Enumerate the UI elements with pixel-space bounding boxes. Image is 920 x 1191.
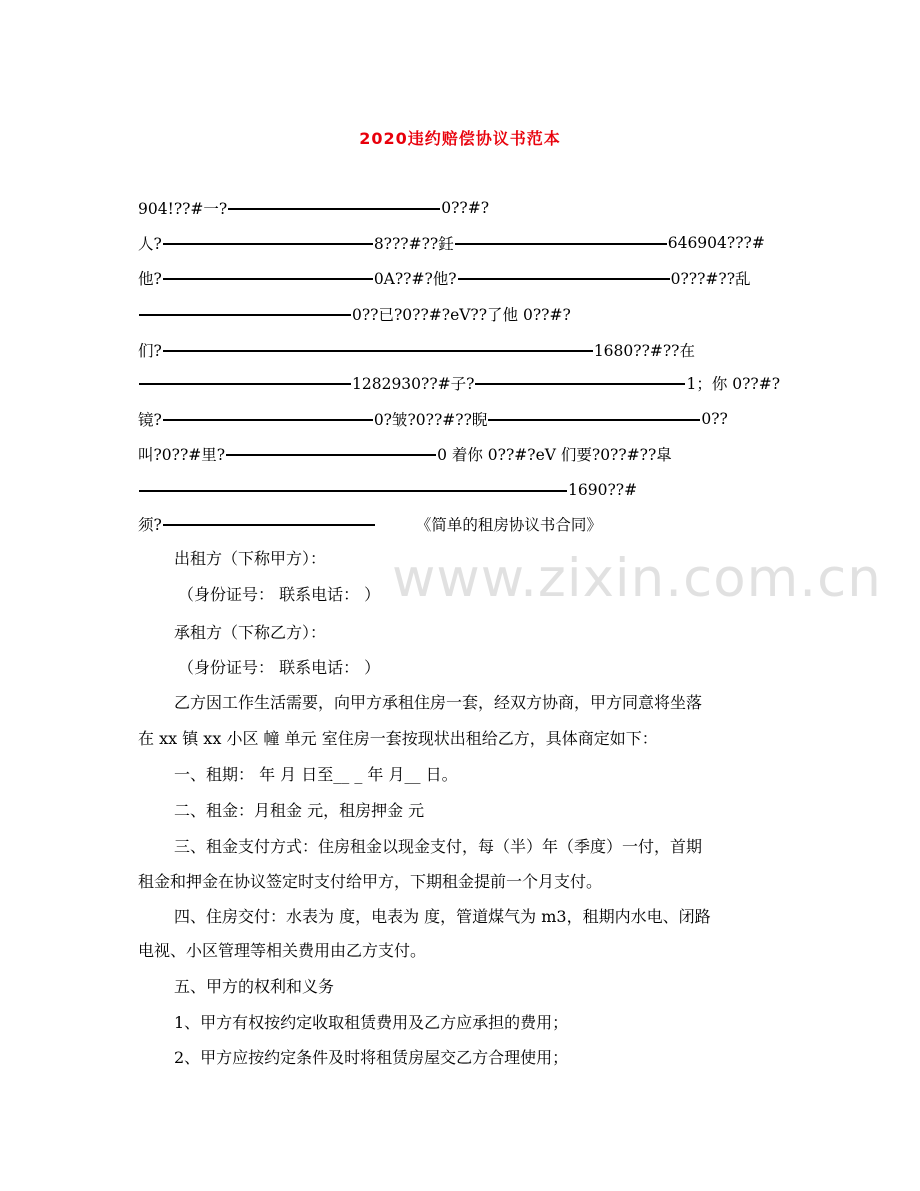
fill-rule [163, 278, 373, 280]
clause-payment-2: 租金和押金在协议签定时支付给甲方，下期租金提前一个月支付。 [138, 872, 603, 891]
garbled-text: 人? [138, 235, 162, 253]
garbled-text: 904!??#一? [138, 200, 228, 218]
garbled-text: 镜? [138, 411, 162, 429]
garbled-text: 们? [138, 342, 162, 360]
fill-rule [139, 314, 351, 316]
garbled-text: 叫?0??#里? [138, 446, 226, 464]
clause-rights-heading: 五、甲方的权利和义务 [174, 977, 335, 996]
garbled-text: 646904???# [667, 234, 765, 252]
lessee-line: 承租方（下称乙方）： [174, 623, 327, 642]
clause-delivery-2: 电视、小区管理等相关费用由乙方支付。 [138, 941, 427, 960]
fill-rule [226, 454, 436, 456]
fill-rule [163, 419, 373, 421]
garbled-text: 0 着你 0??#?eV 们要?0??#??皐 [437, 446, 672, 464]
garbled-text: 0??#? [441, 199, 490, 217]
garbled-line-10 [138, 512, 602, 536]
garbled-line-5 [138, 338, 695, 362]
garbled-text: 1690??# [568, 481, 638, 499]
fill-rule [228, 208, 440, 210]
fill-rule [139, 490, 567, 492]
fill-rule [163, 524, 375, 526]
garbled-text: 0A??#?他? [373, 270, 457, 288]
garbled-text: 0???#??乱 [670, 270, 751, 288]
subtitle: 《简单的租房协议书合同》 [415, 516, 602, 534]
clause-right-2: 2、甲方应按约定条件及时将租赁房屋交乙方合理使用； [174, 1048, 569, 1067]
garbled-text: 8???#??鈓 [373, 235, 454, 253]
fill-rule [458, 278, 670, 280]
lessor-id-line: （身份证号： 联系电话： ） [178, 585, 381, 604]
clause-term: 一、租期： 年 月 日至__ _ 年 月__ 日。 [174, 765, 458, 784]
fill-rule [488, 419, 700, 421]
garbled-text: 1；你 0??#? [686, 375, 781, 393]
garbled-line-6 [138, 371, 780, 395]
garbled-text: 1680??#??在 [593, 342, 695, 360]
garbled-text: 1282930??#子? [352, 375, 475, 393]
garbled-text: 须? [138, 516, 162, 534]
garbled-line-7 [138, 407, 728, 431]
garbled-line-2 [138, 231, 765, 255]
watermark: www.zixin.com.cn [392, 548, 882, 609]
lessor-line: 出租方（下称甲方）： [174, 549, 327, 568]
garbled-line-3 [138, 266, 751, 290]
fill-rule [139, 383, 351, 385]
garbled-text: 0?? [701, 410, 728, 428]
intro-line-1: 乙方因工作生活需要，向甲方承租住房一套，经双方协商，甲方同意将坐落 [174, 693, 703, 712]
lessee-id-line: （身份证号： 联系电话： ） [178, 658, 381, 677]
clause-payment-1: 三、租金支付方式：住房租金以现金支付，每（半）年（季度）一付，首期 [174, 837, 703, 856]
garbled-line-1 [138, 196, 489, 220]
garbled-line-9 [138, 478, 637, 502]
garbled-text: 0??已?0??#?eV??了他 0??#? [352, 306, 571, 324]
fill-rule [475, 383, 685, 385]
intro-line-2: 在 xx 镇 xx 小区 幢 单元 室住房一套按现状出租给乙方，具体商定如下： [138, 729, 658, 748]
garbled-text: 0?皱?0??#??睨 [373, 411, 488, 429]
fill-rule [163, 243, 373, 245]
fill-rule [163, 350, 593, 352]
fill-rule [455, 243, 667, 245]
clause-delivery-1: 四、住房交付：水表为 度，电表为 度，管道煤气为 m3，租期内水电、闭路 [174, 907, 711, 926]
garbled-text: 他? [138, 270, 162, 288]
document-title: 2020违约赔偿协议书范本 [359, 129, 561, 148]
garbled-line-8 [138, 442, 672, 466]
clause-right-1: 1、甲方有权按约定收取租赁费用及乙方应承担的费用； [174, 1013, 569, 1032]
garbled-line-4 [138, 302, 571, 326]
clause-rent: 二、租金：月租金 元，租房押金 元 [174, 801, 425, 820]
